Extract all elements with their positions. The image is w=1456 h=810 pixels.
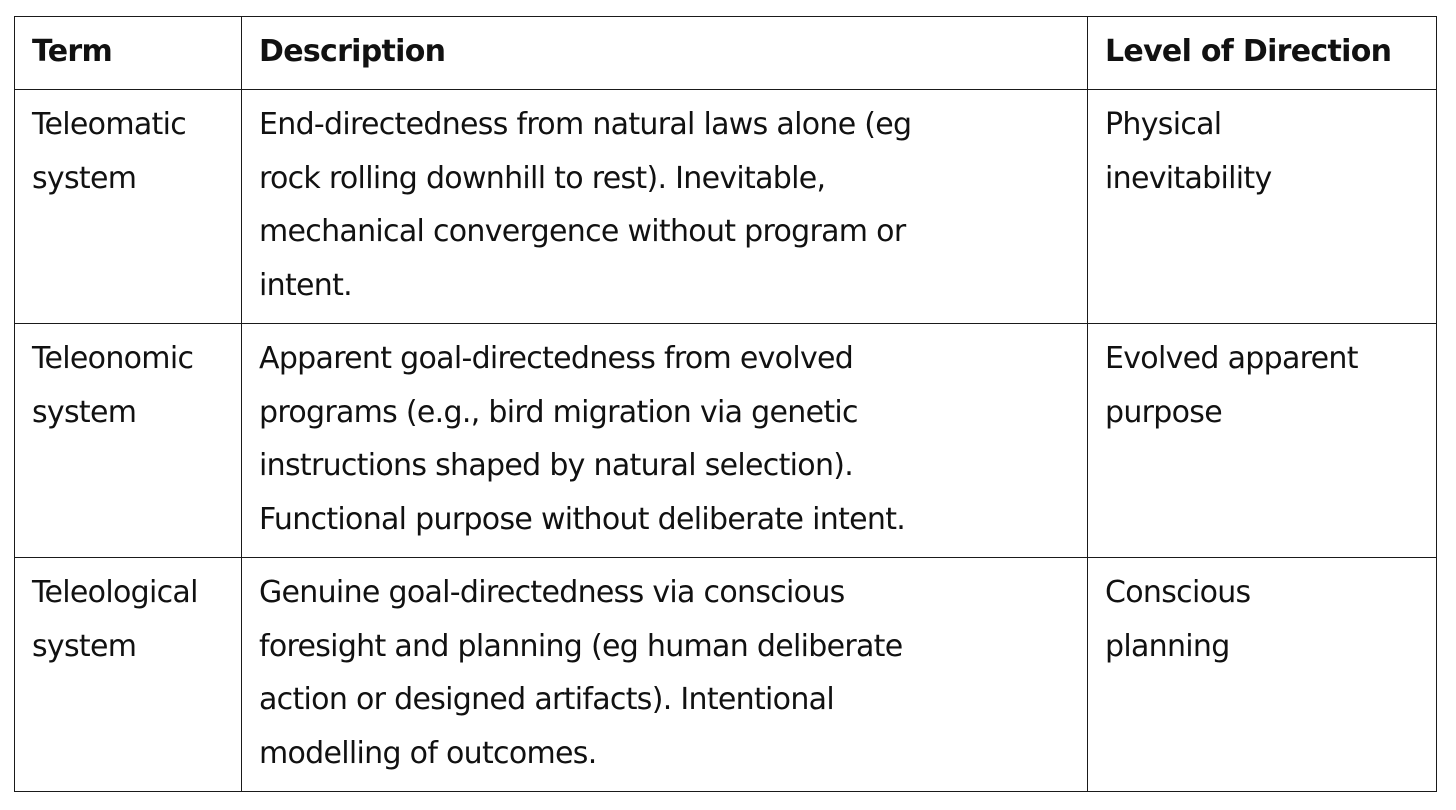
teleology-table — [14, 16, 1437, 792]
term-line: system — [32, 160, 137, 196]
description-line: rock rolling downhill to rest). Inevitable, — [259, 160, 826, 196]
description-line: action or designed artifacts). Intentional — [259, 682, 834, 717]
description-line: intent. — [259, 267, 352, 303]
header-level-of-direction: Level of Direction — [1088, 17, 1437, 90]
header-description: Description — [242, 17, 1088, 90]
description-line: programs (e.g., bird migration via genetic — [259, 394, 858, 430]
description-line: Apparent goal-directedness from evolved — [259, 341, 854, 376]
header-term: Term — [15, 17, 242, 90]
description-line: foresight and planning (eg human deliberate — [259, 628, 903, 664]
table-header-row — [15, 17, 1437, 90]
description-cell — [242, 90, 1088, 324]
description-cell — [242, 558, 1088, 792]
level-line: Physical — [1105, 107, 1222, 142]
description-cell — [242, 324, 1088, 558]
term-line: Teleological — [32, 575, 198, 610]
level-line: Evolved apparent — [1105, 341, 1358, 376]
term-line: Teleomatic — [32, 107, 187, 142]
term-cell — [15, 324, 242, 558]
description-line: modelling of outcomes. — [259, 735, 597, 771]
level-cell — [1088, 324, 1437, 558]
description-line: mechanical convergence without program or — [259, 214, 906, 249]
level-line: inevitability — [1105, 160, 1272, 196]
term-line: Teleonomic — [32, 341, 194, 376]
term-line: system — [32, 394, 137, 430]
level-line: planning — [1105, 628, 1230, 664]
table-row — [15, 324, 1437, 558]
term-cell — [15, 558, 242, 792]
description-line: Functional purpose without deliberate intent. — [259, 501, 906, 537]
table-row — [15, 558, 1437, 792]
term-cell — [15, 90, 242, 324]
level-cell — [1088, 90, 1437, 324]
description-line: instructions shaped by natural selection). — [259, 448, 854, 483]
level-cell — [1088, 558, 1437, 792]
term-line: system — [32, 628, 137, 664]
description-line: Genuine goal-directedness via conscious — [259, 575, 845, 610]
description-line: End-directedness from natural laws alone (eg — [259, 107, 912, 142]
table-row — [15, 90, 1437, 324]
level-line: Conscious — [1105, 575, 1251, 610]
level-line: purpose — [1105, 394, 1222, 430]
